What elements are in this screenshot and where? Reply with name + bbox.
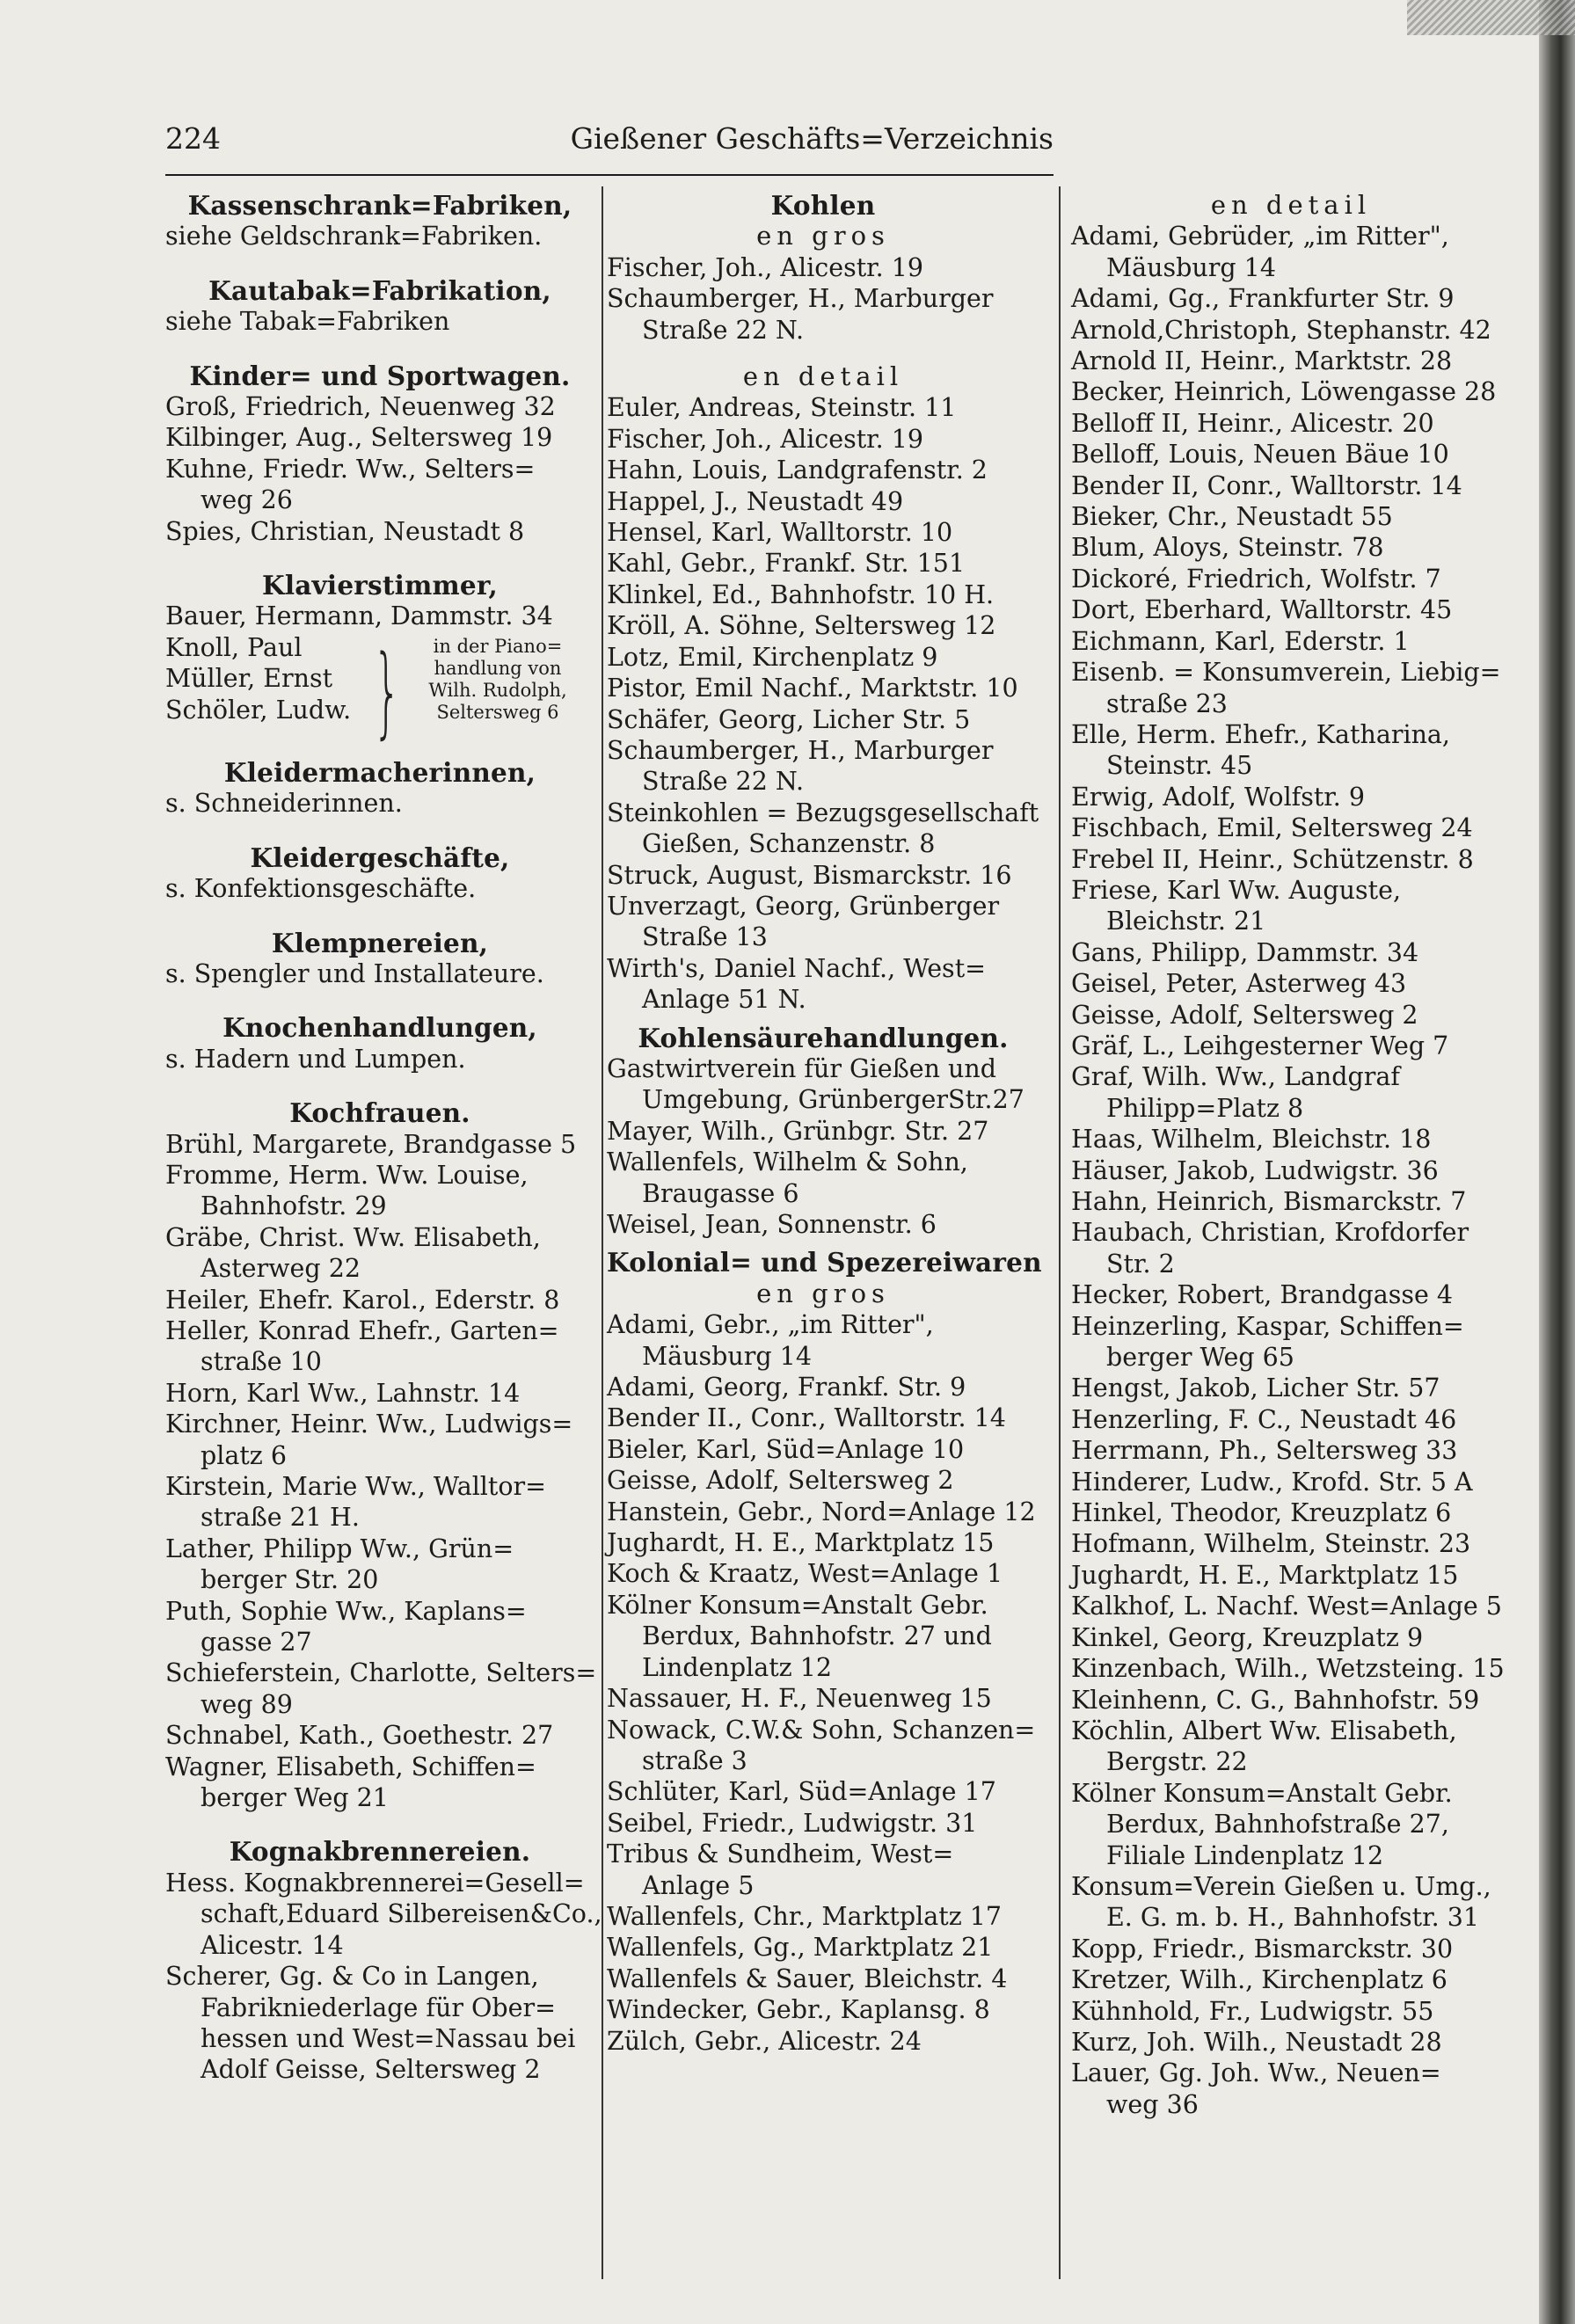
entry-line: Steinstr. 45 [1106,751,1253,781]
entry-line: Straße 22 N. [642,315,805,345]
entry-line: Gastwirtverein für Gießen und [607,1053,997,1083]
subheading: en detail [742,361,904,392]
column-divider-1 [602,186,603,2279]
section-heading: Kolonial= und Spezereiwaren [607,1247,1042,1279]
entry-line: Kilbinger, Aug., Seltersweg 19 [165,423,553,453]
page-number: 224 [165,121,221,156]
entry-line: Bieler, Karl, Süd=Anlage 10 [607,1434,965,1464]
entry-line: berger Weg 65 [1106,1343,1294,1373]
book-edge [1539,0,1575,2324]
entry-line: straße 3 [642,1745,747,1775]
entry-line: siehe Geldschrank=Fabriken. [165,222,543,251]
entry-line: Henzerling, F. C., Neustadt 46 [1071,1404,1457,1434]
entry-line: Kröll, A. Söhne, Seltersweg 12 [607,611,996,641]
entry-line: Gräbe, Christ. Ww. Elisabeth, [165,1222,541,1252]
entry-line: Anlage 51 N. [642,985,806,1015]
entry-line: Bleichstr. 21 [1106,907,1266,936]
entry-line: Schnabel, Kath., Goethestr. 27 [165,1721,554,1751]
entry-line: Braugasse 6 [642,1178,799,1208]
entry-line: Berdux, Bahnhofstr. 27 und [642,1621,992,1651]
entry-line: Heller, Konrad Ehefr., Garten= [165,1315,559,1345]
entry-line: Häuser, Jakob, Ludwigstr. 36 [1071,1155,1439,1185]
entry-line: Kinkel, Georg, Kreuzplatz 9 [1071,1622,1424,1652]
entry-line: Herrmann, Ph., Seltersweg 33 [1071,1436,1458,1466]
entry-line: Heinzerling, Kaspar, Schiffen= [1071,1311,1464,1341]
section-heading: Klavierstimmer, [262,570,498,601]
entry-line: Bahnhofstr. 29 [201,1191,387,1221]
entry-line: Lauer, Gg. Joh. Ww., Neuen= [1071,2058,1441,2088]
entry-line: Tribus & Sundheim, West= [607,1840,954,1869]
entry-line: Gräf, L., Leihgesterner Weg 7 [1071,1031,1449,1060]
entry-line: Bergstr. 22 [1106,1747,1248,1777]
entry-line: Graf, Wilh. Ww., Landgraf [1071,1062,1400,1092]
entry-line: Adami, Gebr., „im Ritter", [607,1310,934,1340]
entry-line: Koch & Kraatz, West=Anlage 1 [607,1559,1003,1589]
column-divider-2 [1059,186,1061,2279]
entry-line: Nassauer, H. F., Neuenweg 15 [607,1684,992,1714]
entry-line: Spies, Christian, Neustadt 8 [165,516,525,546]
entry-line: Bauer, Hermann, Dammstr. 34 [165,601,553,631]
entry-line: Blum, Aloys, Steinstr. 78 [1071,533,1384,563]
entry-line: Hess. Kognakbrennerei=Gesell= [165,1868,585,1898]
entry-line: E. G. m. b. H., Bahnhofstr. 31 [1106,1903,1479,1933]
entry-line: Hinkel, Theodor, Kreuzplatz 6 [1071,1498,1452,1528]
entry-line: Wallenfels, Gg., Marktplatz 21 [607,1933,994,1963]
entry-line: Erwig, Adolf, Wolfstr. 9 [1071,782,1366,812]
entry-line: Hahn, Louis, Landgrafenstr. 2 [607,455,988,485]
entry-line: Gans, Philipp, Dammstr. 34 [1071,937,1419,967]
entry-line: Wallenfels, Wilhelm & Sohn, [607,1147,968,1177]
entry-line: Hecker, Robert, Brandgasse 4 [1071,1280,1454,1310]
entry-line: Arnold II, Heinr., Marktstr. 28 [1071,346,1453,376]
entry-line: Adami, Gg., Frankfurter Str. 9 [1071,284,1455,314]
section-heading: Kinder= und Sportwagen. [189,360,571,391]
entry-line: Groß, Friedrich, Neuenweg 32 [165,392,556,422]
section-heading: Kochfrauen. [289,1097,470,1129]
entry-line: Kurz, Joh. Wilh., Neustadt 28 [1071,2027,1442,2057]
entry-line: Becker, Heinrich, Löwengasse 28 [1071,377,1497,407]
entry-line: Straße 22 N. [642,767,805,797]
entry-line: Konsum=Verein Gießen u. Umg., [1071,1871,1491,1901]
entry-line: weg 89 [201,1689,293,1719]
entry-line: Kölner Konsum=Anstalt Gebr. [607,1590,988,1620]
entry-line: Zülch, Gebr., Alicestr. 24 [607,2026,922,2056]
entry-line: Adami, Gebrüder, „im Ritter", [1071,222,1449,251]
entry-line: Brühl, Margarete, Brandgasse 5 [165,1129,577,1159]
entry-line: gasse 27 [201,1628,312,1657]
entry-line: Kopp, Friedr., Bismarckstr. 30 [1071,1934,1454,1963]
entry-line: berger Str. 20 [201,1565,379,1595]
entry-line: straße 23 [1106,688,1228,718]
entry-line: Geisel, Peter, Asterweg 43 [1071,969,1407,999]
entry-line: Haubach, Christian, Krofdorfer [1071,1218,1469,1248]
page-edge-strip [1407,0,1575,35]
entry-line: Kinzenbach, Wilh., Wetzsteing. 15 [1071,1654,1505,1684]
entry-line: Nowack, C.W.& Sohn, Schanzen= [607,1715,1036,1745]
entry-line: Knoll, Paul [165,632,303,662]
header-rule [165,174,1054,176]
entry-line: Schäfer, Georg, Licher Str. 5 [607,704,971,734]
entry-line: Hahn, Heinrich, Bismarckstr. 7 [1071,1187,1467,1216]
entry-line: Puth, Sophie Ww., Kaplans= [165,1596,527,1626]
section-heading: Kleidergeschäfte, [250,841,510,873]
entry-line: s. Spengler und Installateure. [165,958,544,988]
section-heading: Kautabak=Fabrikation, [208,274,551,306]
entry-line: Müller, Ernst [165,664,333,694]
entry-line: Gießen, Schanzenstr. 8 [642,829,936,859]
entry-line: Schieferstein, Charlotte, Selters= [165,1658,597,1688]
entry-line: Schaumberger, H., Marburger [607,735,994,765]
entry-line: Schlüter, Karl, Süd=Anlage 17 [607,1777,996,1807]
entry-line: Hensel, Karl, Walltorstr. 10 [607,518,953,548]
entry-line: Jughardt, H. E., Marktplatz 15 [607,1528,995,1558]
entry-line: Steinkohlen = Bezugsgesellschaft [607,798,1039,827]
entry-line: Unverzagt, Georg, Grünberger [607,891,1000,921]
entry-line: Adolf Geisse, Seltersweg 2 [201,2055,541,2085]
curly-brace-icon: } [373,634,402,749]
entry-line: Alicestr. 14 [201,1930,344,1960]
brace-names [165,632,351,725]
entry-line: Anlage 5 [642,1870,755,1900]
running-title: Gießener Geschäfts=Verzeichnis [570,121,1054,156]
entry-line: platz 6 [201,1440,288,1470]
section-heading: Knochenhandlungen, [222,1012,537,1044]
entry-line: weg 26 [201,485,293,515]
entry-line: Weisel, Jean, Sonnenstr. 6 [607,1210,937,1239]
section-heading: Kohlensäurehandlungen. [638,1022,1009,1053]
entry-line: Bieker, Chr., Neustadt 55 [1071,502,1393,532]
subheading: en gros [756,221,890,251]
entry-line: Kalkhof, L. Nachf. West=Anlage 5 [1071,1592,1502,1621]
brace-group [165,632,594,757]
entry-line: Wallenfels & Sauer, Bleichstr. 4 [607,1963,1008,1993]
entry-line: straße 21 H. [201,1503,360,1533]
entry-line: Hofmann, Wilhelm, Steinstr. 23 [1071,1529,1471,1559]
entry-line: Hinderer, Ludw., Krofd. Str. 5 A [1071,1467,1473,1497]
entry-line: Wirth's, Daniel Nachf., West= [607,953,987,983]
entry-line: s. Hadern und Lumpen. [165,1044,466,1074]
brace-note [401,636,594,724]
entry-line: Straße 13 [642,922,768,952]
entry-line: Kleinhenn, C. G., Bahnhofstr. 59 [1071,1685,1480,1715]
entry-line: Fischer, Joh., Alicestr. 19 [607,252,924,282]
entry-line: siehe Tabak=Fabriken [165,307,450,337]
entry-line: Haas, Wilhelm, Bleichstr. 18 [1071,1125,1432,1155]
entry-line: Dort, Eberhard, Walltorstr. 45 [1071,595,1453,625]
entry-line: Köchlin, Albert Ww. Elisabeth, [1071,1716,1457,1745]
entry-line: Kühnhold, Fr., Ludwigstr. 55 [1071,1996,1434,2026]
subheading: en gros [756,1278,890,1308]
entry-line: schaft,Eduard Silbereisen&Co., [201,1899,602,1929]
entry-line: Kirstein, Marie Ww., Walltor= [165,1472,547,1501]
entry-line: Philipp=Platz 8 [1106,1093,1304,1123]
entry-line: straße 10 [201,1347,322,1377]
column-1 [165,190,602,2086]
entry-line: Kölner Konsum=Anstalt Gebr. [1071,1778,1453,1808]
entry-line: Dickoré, Friedrich, Wolfstr. 7 [1071,564,1441,594]
entry-line: hessen und West=Nassau bei [201,2023,576,2053]
entry-line: Scherer, Gg. & Co in Langen, [165,1962,539,1992]
section-heading: Kassenschrank=Fabriken, [187,190,572,221]
entry-line: Kretzer, Wilh., Kirchenplatz 6 [1071,1965,1447,1995]
entry-line: Jughardt, H. E., Marktplatz 15 [1071,1560,1459,1590]
entry-line: Windecker, Gebr., Kaplansg. 8 [607,1995,990,2025]
section-heading: Kognakbrennereien. [229,1836,531,1868]
entry-line: berger Weg 21 [201,1783,389,1813]
entry-line: Lather, Philipp Ww., Grün= [165,1534,514,1563]
brace-note-line: Seltersweg 6 [436,701,559,723]
entry-line: Kahl, Gebr., Frankf. Str. 151 [607,549,966,579]
entry-line: Horn, Karl Ww., Lahnstr. 14 [165,1378,521,1408]
entry-line: Seibel, Friedr., Ludwigstr. 31 [607,1808,978,1838]
entry-line: Wagner, Elisabeth, Schiffen= [165,1752,536,1781]
entry-line: Wallenfels, Chr., Marktplatz 17 [607,1901,1003,1931]
entry-line: Pistor, Emil Nachf., Marktstr. 10 [607,674,1018,703]
brace-note-line: Wilh. Rudolph, [428,679,567,701]
page-header [165,121,1054,174]
entry-line: Hengst, Jakob, Licher Str. 57 [1071,1373,1440,1403]
entry-line: Arnold,Christoph, Stephanstr. 42 [1071,315,1491,345]
entry-line: Schaumberger, H., Marburger [607,284,994,314]
entry-line: Belloff, Louis, Neuen Bäue 10 [1071,440,1449,470]
entry-line: Eisenb. = Konsumverein, Liebig= [1071,658,1501,688]
entry-line: Euler, Andreas, Steinstr. 11 [607,393,957,423]
entry-line: Klinkel, Ed., Bahnhofstr. 10 H. [607,579,995,609]
entry-line: Fischbach, Emil, Seltersweg 24 [1071,813,1473,843]
entry-line: Mayer, Wilh., Grünbgr. Str. 27 [607,1116,989,1146]
entry-line: Berdux, Bahnhofstraße 27, [1106,1810,1449,1840]
entry-line: Fischer, Joh., Alicestr. 19 [607,424,924,454]
entry-line: Kirchner, Heinr. Ww., Ludwigs= [165,1410,573,1439]
entry-line: Bender II., Conr., Walltorstr. 14 [607,1403,1006,1433]
section-heading: Kohlen [770,190,876,221]
entry-line: weg 36 [1106,2089,1199,2119]
entry-line: Umgebung, GrünbergerStr.27 [642,1085,1024,1115]
entry-line: Fromme, Herm. Ww. Louise, [165,1160,529,1190]
entry-line: Kuhne, Friedr. Ww., Selters= [165,454,536,484]
entry-line: Schöler, Ludw. [165,695,352,725]
entry-line: s. Schneiderinnen. [165,789,403,819]
entry-line: Struck, August, Bismarckstr. 16 [607,860,1012,890]
column-3 [1071,190,1511,2120]
entry-line: Belloff II, Heinr., Alicestr. 20 [1071,408,1434,438]
entry-line: Adami, Georg, Frankf. Str. 9 [607,1373,966,1402]
entry-line: Elle, Herm. Ehefr., Katharina, [1071,719,1450,749]
section-heading: Klempnereien, [271,927,489,958]
entry-line: Hanstein, Gebr., Nord=Anlage 12 [607,1497,1036,1526]
entry-line: Happel, J., Neustadt 49 [607,486,904,516]
entry-line: Friese, Karl Ww. Auguste, [1071,875,1402,905]
entry-line: Str. 2 [1106,1249,1175,1279]
entry-line: Filiale Lindenplatz 12 [1106,1840,1384,1870]
entry-line: Fabrikniederlage für Ober= [201,1993,556,2022]
entry-line: Geisse, Adolf, Seltersweg 2 [1071,1000,1418,1030]
entry-line: Lotz, Emil, Kirchenplatz 9 [607,642,938,672]
entry-line: Mäusburg 14 [1106,252,1276,282]
entry-line: Lindenplatz 12 [642,1652,833,1682]
section-heading: Kleidermacherinnen, [223,756,536,788]
entry-line: Mäusburg 14 [642,1341,812,1371]
entry-line: Eichmann, Karl, Ederstr. 1 [1071,626,1410,656]
entry-line: s. Konfektionsgeschäfte. [165,874,477,904]
entry-line: Asterweg 22 [201,1254,361,1284]
entry-line: Frebel II, Heinr., Schützenstr. 8 [1071,844,1474,874]
brace-note-line: in der Piano= [433,635,563,657]
entry-line: Bender II, Conr., Walltorstr. 14 [1071,470,1462,500]
brace-note-line: handlung von [434,657,562,679]
subheading: en detail [1210,190,1372,220]
column-2 [607,190,1042,2057]
entry-line: Heiler, Ehefr. Karol., Ederstr. 8 [165,1285,560,1315]
entry-line: Geisse, Adolf, Seltersweg 2 [607,1466,954,1496]
